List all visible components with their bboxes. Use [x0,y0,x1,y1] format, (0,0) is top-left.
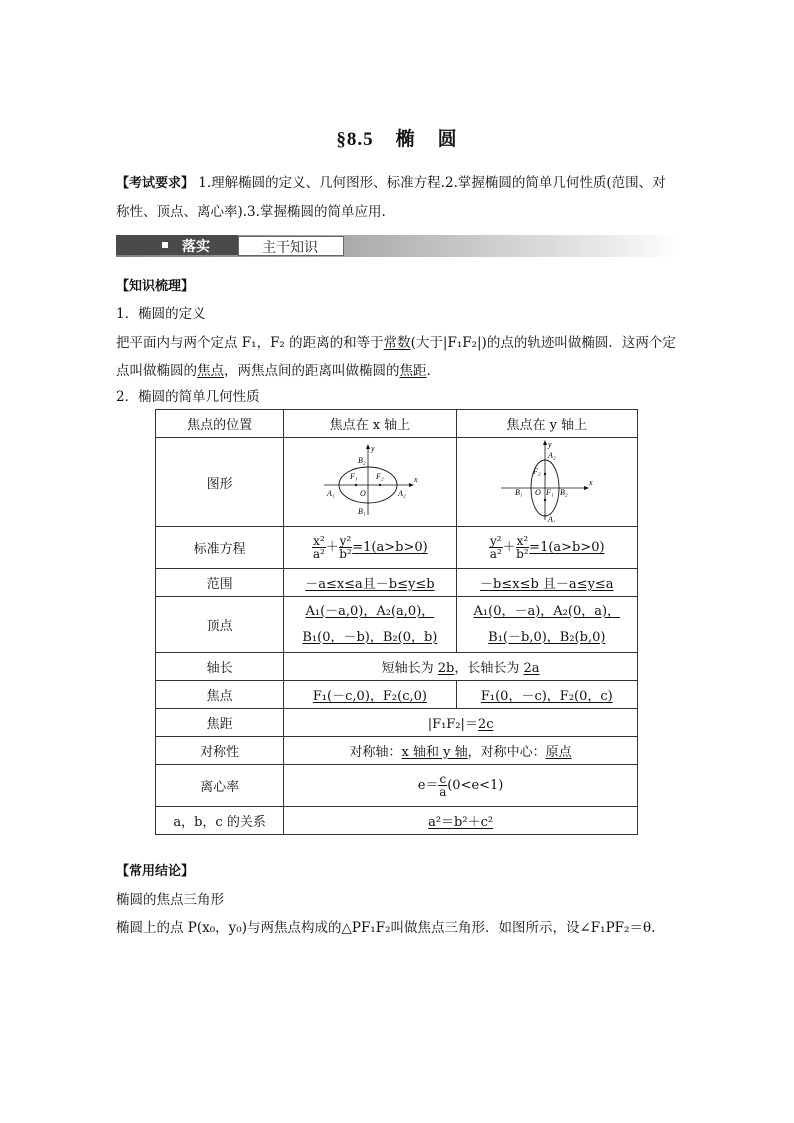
label-f1: F₁ [545,488,554,497]
relation-cell [284,807,638,835]
focus-y-cell [456,681,637,709]
knowledge-heading: 【知识梳理】 [116,279,195,294]
focus-y: F₁(0，－c)，F₂(0，c) [480,689,613,704]
label-b1: B₁ [514,488,523,497]
row-label: 焦点 [156,681,284,709]
table-row-eccentricity [156,765,638,807]
fraction [312,535,326,560]
vertex-y-line2: B₁(－b,0)，B₂(b,0) [488,629,606,645]
y-axis-arrow [366,444,370,449]
focus-f2-point [379,484,381,486]
table-row-vertex [156,597,638,653]
ellipse-x-figure [320,441,420,519]
vertex-x-line2: B₁(0，－b)，B₂(0，b) [302,629,438,645]
label-f2: F₂ [375,472,384,481]
label-b2: B₂ [357,456,366,465]
table-row-focus [156,681,638,709]
focal-distance-cell [284,709,638,737]
symmetry-cell [284,737,638,765]
focus-x-cell [284,681,456,709]
ecc-text: e＝ [417,778,439,793]
conclusion-subheading: 椭圆的焦点三角形 [116,892,224,908]
row-label: 图形 [156,438,284,527]
sym-center: 原点 [545,745,572,760]
banner-left-label: 落实 [182,239,210,255]
fd-text: |F₁F₂|＝ [427,717,478,732]
title-char-2: 圆 [437,129,458,150]
row-label: 焦距 [156,709,284,737]
label-b2: B₂ [559,488,568,497]
equation-rest: =1(a>b>0) [352,540,428,555]
sym-text-2: ，对称中心： [467,745,546,760]
axis-long: 2a [523,661,540,676]
row-label: a，b，c 的关系 [156,807,284,835]
requirement-tag: 【考试要求】 [116,176,195,191]
table-row-range [156,569,638,597]
fraction [489,535,503,560]
item-2-heading: 2．椭圆的简单几何性质 [116,389,260,405]
focus-f1-point [544,499,546,501]
numerator: c [439,772,447,786]
label-o: O [359,489,366,498]
conclusion-heading: 【常用结论】 [116,864,195,879]
denominator: a [439,785,447,799]
focus-x: F₁(－c,0)，F₂(c,0) [312,689,427,704]
def-text-2: (大于|F₁F₂|)的点的轨迹叫做椭圆．这两个定点叫做椭圆的 [116,335,676,379]
title-char-1: 椭 [395,129,416,150]
relation-formula: a²＝b²＋c² [428,815,494,830]
figure-y-cell [456,438,637,527]
label-y: y [370,444,375,453]
vertex-x-line1: A₁(－a,0)，A₂(a,0)， [305,603,435,619]
range-y: －b≤x≤b 且－a≤y≤a [480,577,614,592]
row-label: 标准方程 [156,527,284,569]
equation-rest: =1(a>b>0) [529,540,605,555]
numerator: x² [516,534,529,548]
table-row-symmetry [156,737,638,765]
label-f1: F₁ [349,472,358,481]
eccentricity-cell [284,765,638,807]
ellipse-definition [116,329,678,385]
numerator: x² [313,534,325,548]
label-o: O [534,488,541,497]
header-cell: 焦点的位置 [156,410,284,438]
section-banner [116,235,677,257]
def-blank-focus: 焦点 [197,363,224,379]
fd-value: 2c [477,717,494,732]
label-a2: A₂ [397,489,406,498]
label-x: x [588,478,593,487]
table-row-focal-distance [156,709,638,737]
row-label: 离心率 [156,765,284,807]
label-y: y [547,440,552,449]
numerator: y² [339,534,352,548]
fraction [516,535,530,560]
label-a1: A₁ [547,515,556,522]
banner-right-label: 主干知识 [262,240,318,256]
row-label: 范围 [156,569,284,597]
focus-f1-point [355,484,357,486]
header-cell: 焦点在 y 轴上 [456,410,637,438]
axis-text-2: ，长轴长为 [454,661,524,676]
numerator: y² [489,534,502,548]
exam-requirement [116,169,678,227]
table-row-header [156,410,638,438]
def-blank-focal-distance: 焦距 [399,363,427,379]
banner-square-icon [162,242,168,248]
table-row-figure [156,438,638,527]
row-label: 轴长 [156,653,284,681]
ellipse-y-figure [497,438,597,522]
range-x-cell [284,569,456,597]
item-1-heading: 1．椭圆的定义 [116,306,206,322]
def-text-4: ． [426,363,440,379]
sym-axes: x 轴和 y 轴 [401,745,468,760]
denominator: a² [312,547,325,561]
label-x: x [413,475,418,484]
label-a2: A₂ [547,451,556,460]
range-y-cell [456,569,637,597]
sym-text-1: 对称轴： [349,745,402,760]
table-row-equation [156,527,638,569]
def-blank-constant: 常数 [383,335,411,351]
label-b1: B₁ [357,507,366,516]
def-text-3: ，两焦点间的距离叫做椭圆的 [224,363,400,379]
focus-f2-point [544,473,546,475]
conclusion-text: 椭圆上的点 P(x₀，y₀)与两焦点构成的△PF₁F₂叫做焦点三角形．如图所示，设∠F₁PF₂＝θ. [116,920,656,936]
figure-x-cell [284,438,456,527]
def-text-1: 把平面内与两个定点 F₁，F₂ 的距离的和等于 [116,335,384,351]
fraction [438,773,447,798]
equation-y-cell: $\frac{\text{y²}}{\text{a²}}$ ＋ $\frac{\text{x²}}{\text{b²}}$ =1(a>b>0) [456,527,637,569]
denominator: b² [339,547,352,561]
denominator: a² [489,547,502,561]
ecc-range: (0<e<1) [447,778,504,793]
equation-x-cell: $\frac{\text{x²}}{\text{a²}}$ ＋ $\frac{\text{y²}}{\text{b²}}$ =1(a>b>0) [284,527,456,569]
requirement-text: 1.理解椭圆的定义、几何图形、标准方程.2.掌握椭圆的简单几何性质(范围、对称性、顶点、离心率).3.掌握椭圆的简单应用. [116,175,666,220]
denominator: b² [516,547,529,561]
table-row-axis [156,653,638,681]
banner-dark-block [116,235,238,255]
fraction [339,535,353,560]
y-axis-arrow [543,440,547,445]
vertex-x-cell [284,597,456,653]
row-label: 对称性 [156,737,284,765]
properties-table [155,409,638,835]
label-a1: A₁ [326,489,335,498]
row-label: 顶点 [156,597,284,653]
section-number: §8.5 [336,129,374,150]
axis-cell [284,653,638,681]
axis-text-1: 短轴长为 [381,661,438,676]
range-x: －a≤x≤a且－b≤y≤b [305,577,435,592]
table-row-relation [156,807,638,835]
axis-short: 2b [437,661,455,676]
vertex-y-cell [456,597,637,653]
header-cell: 焦点在 x 轴上 [284,410,456,438]
vertex-y-line1: A₁(0，－a)，A₂(0，a)， [473,603,621,619]
label-f2: F₂ [532,467,541,476]
page-title [0,124,794,151]
